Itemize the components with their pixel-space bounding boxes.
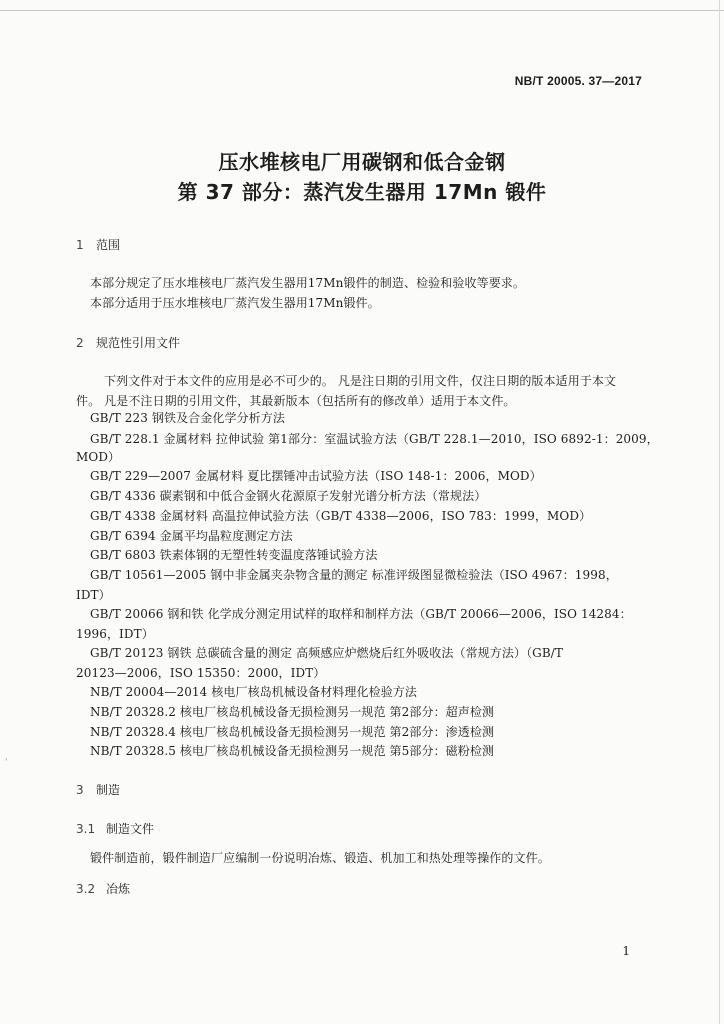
section-title: 制造 bbox=[96, 783, 121, 797]
reference-item: GB/T 6803 铁素体钢的无塑性转变温度落锤试验方法 bbox=[90, 548, 378, 562]
paragraph: 本部分规定了压水堆核电厂蒸汽发生器用17Mn锻件的制造、检验和验收等要求。 bbox=[90, 276, 525, 290]
subsection-3-1-heading bbox=[76, 820, 154, 837]
subsection-number: 3.1 bbox=[76, 822, 96, 836]
section-3-heading bbox=[76, 781, 120, 798]
title-line-1: 压水堆核电厂用碳钢和低合金钢 bbox=[218, 150, 506, 174]
reference-item: GB/T 4338 金属材料 高温拉伸试验方法（GB/T 4338—2006，ISO 783：1999，MOD） bbox=[90, 509, 592, 523]
reference-continuation: 20123—2006，ISO 15350：2000，IDT） bbox=[76, 666, 326, 680]
paragraph: 本部分适用于压水堆核电厂蒸汽发生器用17Mn锻件。 bbox=[90, 296, 380, 310]
reference-item: GB/T 20123 钢铁 总碳硫含量的测定 高频感应炉燃烧后红外吸收法（常规方法）（GB/T bbox=[90, 646, 564, 660]
paragraph-continuation: 件。 凡是不注日期的引用文件，其最新版本（包括所有的修改单）适用于本文件。 bbox=[76, 394, 516, 408]
subsection-title: 冶炼 bbox=[106, 882, 131, 896]
subsection-number: 3.2 bbox=[76, 882, 96, 896]
page-number: 1 bbox=[622, 944, 630, 958]
reference-item: NB/T 20328.5 核电厂核岛机械设备无损检测另一规范 第5部分：磁粉检测 bbox=[90, 744, 495, 758]
reference-item: GB/T 4336 碳素钢和中低合金钢火花源原子发射光谱分析方法（常规法） bbox=[90, 489, 487, 503]
title-line-2: 第 37 部分：蒸汽发生器用 17Mn 锻件 bbox=[177, 180, 547, 204]
standard-code: NB/T 20005. 37—2017 bbox=[514, 74, 642, 88]
reference-item: GB/T 10561—2005 钢中非金属夹杂物含量的测定 标准评级图显微检验法（ISO 4967：1998， bbox=[90, 568, 618, 582]
section-title: 规范性引用文件 bbox=[96, 336, 181, 350]
reference-item: GB/T 20066 钢和铁 化学成分测定用试样的取样和制样方法（GB/T 20066—2006，ISO 14284： bbox=[90, 607, 632, 621]
paragraph: 下列文件对于本文件的应用是必不可少的。 凡是注日期的引用文件，仅注日期的版本适用于本文 bbox=[104, 374, 617, 388]
reference-item: NB/T 20328.2 核电厂核岛机械设备无损检测另一规范 第2部分：超声检测 bbox=[90, 705, 495, 719]
reference-item: GB/T 229—2007 金属材料 夏比摆锤冲击试验方法（ISO 148-1：2006，MOD） bbox=[90, 469, 542, 483]
section-number: 3 bbox=[76, 783, 84, 797]
reference-item: GB/T 228.1 金属材料 拉伸试验 第1部分：室温试验方法（GB/T 228.1—2010，ISO 6892-1：2009， bbox=[90, 432, 659, 446]
scan-top-border bbox=[0, 10, 724, 11]
reference-continuation: IDT） bbox=[76, 588, 111, 602]
reference-continuation: MOD） bbox=[76, 450, 121, 464]
subsection-title: 制造文件 bbox=[106, 822, 155, 836]
section-title: 范围 bbox=[96, 238, 121, 252]
scan-margin-mark: ' bbox=[5, 758, 8, 768]
reference-item: GB/T 223 钢铁及合金化学分析方法 bbox=[90, 411, 285, 425]
section-2-heading bbox=[76, 334, 180, 351]
subsection-3-2-heading bbox=[76, 880, 130, 897]
section-number: 1 bbox=[76, 238, 84, 252]
section-1-heading bbox=[76, 236, 120, 253]
reference-item: GB/T 6394 金属平均晶粒度测定方法 bbox=[90, 529, 293, 543]
reference-continuation: 1996，IDT） bbox=[76, 627, 154, 641]
section-number: 2 bbox=[76, 336, 84, 350]
paragraph: 锻件制造前，锻件制造厂应编制一份说明冶炼、锻造、机加工和热处理等操作的文件。 bbox=[90, 851, 550, 865]
reference-item: NB/T 20004—2014 核电厂核岛机械设备材料理化检验方法 bbox=[90, 685, 418, 699]
reference-item: NB/T 20328.4 核电厂核岛机械设备无损检测另一规范 第2部分：渗透检测 bbox=[90, 725, 495, 739]
